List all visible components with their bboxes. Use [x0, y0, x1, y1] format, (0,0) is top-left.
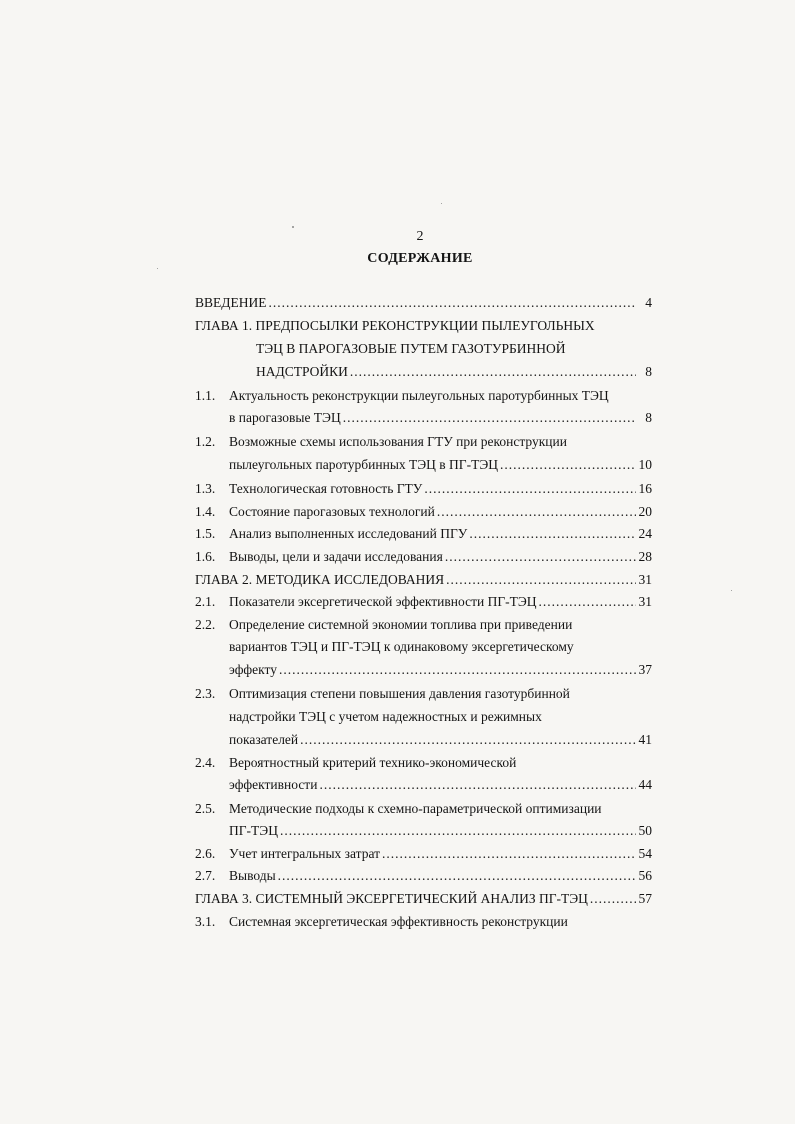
section-number: 2.6.: [195, 846, 216, 861]
entry-page: 8: [645, 410, 652, 425]
section-number: 2.3.: [195, 686, 216, 701]
entry-title: Состояние парогазовых технологий: [229, 504, 435, 519]
toc-entry-chapter-1[interactable]: [195, 316, 655, 336]
scan-speck: [441, 203, 442, 204]
leader-dots: [539, 592, 636, 612]
toc-entry-intro[interactable]: [195, 293, 652, 313]
toc-entry-chapter-1-cont: [256, 339, 656, 359]
entry-title: вариантов ТЭЦ и ПГ-ТЭЦ к одинаковому эксергетическому: [229, 639, 574, 654]
entry-title: Возможные схемы использования ГТУ при реконструкции: [229, 434, 567, 449]
section-number: 1.6.: [195, 549, 216, 564]
entry-title: Технологическая готовность ГТУ: [229, 481, 423, 496]
toc-entry-2-2-end[interactable]: [229, 660, 652, 680]
entry-page: 57: [638, 891, 652, 906]
leader-dots: [319, 775, 636, 795]
entry-title: надстройки ТЭЦ с учетом надежностных и режимных: [229, 709, 542, 724]
toc-entry-1-1[interactable]: [229, 386, 653, 406]
leader-dots: [445, 547, 636, 567]
section-number: 2.1.: [195, 594, 216, 609]
leader-dots: [500, 455, 636, 475]
leader-dots: [424, 479, 636, 499]
section-number: 1.5.: [195, 526, 216, 541]
toc-entry-chapter-3[interactable]: [195, 889, 652, 909]
entry-title: пылеугольных паротурбинных ТЭЦ в ПГ-ТЭЦ: [229, 457, 499, 472]
section-number: 1.2.: [195, 434, 216, 449]
entry-title: в парогазовые ТЭЦ: [229, 410, 341, 425]
entry-page: 31: [638, 594, 652, 609]
leader-dots: [343, 408, 636, 428]
section-number: 3.1.: [195, 914, 216, 929]
entry-title: Анализ выполненных исследований ПГУ: [229, 526, 468, 541]
toc-entry-1-3[interactable]: [229, 479, 652, 499]
entry-title: НАДСТРОЙКИ: [256, 364, 348, 379]
leader-dots: [300, 730, 636, 750]
entry-title: Вероятностный критерий технико-экономической: [229, 755, 517, 770]
entry-title: ПГ-ТЭЦ: [229, 823, 278, 838]
leader-dots: [279, 660, 636, 680]
entry-page: 4: [645, 295, 652, 310]
entry-title: эффективности: [229, 777, 318, 792]
toc-entry-2-3-end[interactable]: [229, 730, 652, 750]
leader-dots: [437, 502, 636, 522]
toc-entry-2-2[interactable]: [229, 615, 653, 635]
toc-entry-chapter-2[interactable]: [195, 570, 652, 590]
section-number: 2.2.: [195, 617, 216, 632]
entry-title: Актуальность реконструкции пылеугольных паротурбинных ТЭЦ: [229, 388, 609, 403]
entry-title: Показатели эксергетической эффективности ПГ-ТЭЦ: [229, 594, 537, 609]
entry-page: 56: [638, 868, 652, 883]
entry-page: 37: [638, 662, 652, 677]
entry-page: 28: [638, 549, 652, 564]
entry-title: Определение системной экономии топлива при приведении: [229, 617, 573, 632]
toc-entry-1-1-end[interactable]: [229, 408, 652, 428]
section-number: 1.4.: [195, 504, 216, 519]
entry-title: ВВЕДЕНИЕ: [195, 295, 267, 310]
toc-entry-3-1[interactable]: [229, 912, 653, 932]
toc-entry-2-7[interactable]: [229, 866, 652, 886]
scan-speck: [157, 268, 158, 269]
section-number: 1.3.: [195, 481, 216, 496]
toc-entry-2-5[interactable]: [229, 799, 653, 819]
page-number: 2: [416, 229, 424, 244]
scan-speck: [292, 226, 294, 228]
leader-dots: [469, 524, 636, 544]
toc-entry-2-6[interactable]: [229, 844, 652, 864]
entry-title: ТЭЦ В ПАРОГАЗОВЫЕ ПУТЕМ ГАЗОТУРБИННОЙ: [256, 341, 566, 356]
leader-dots: [278, 866, 636, 886]
section-number: 2.4.: [195, 755, 216, 770]
toc-entry-2-3-cont: [229, 707, 653, 727]
toc-entry-2-4[interactable]: [229, 753, 653, 773]
leader-dots: [280, 821, 636, 841]
entry-title: Методические подходы к схемно-параметрической оптимизации: [229, 801, 602, 816]
entry-page: 10: [638, 457, 652, 472]
entry-page: 41: [638, 732, 652, 747]
entry-title: ГЛАВА 3. СИСТЕМНЫЙ ЭКСЕРГЕТИЧЕСКИЙ АНАЛИЗ ПГ-ТЭЦ: [195, 891, 588, 906]
scan-speck: [731, 590, 732, 591]
entry-page: 8: [645, 364, 652, 379]
toc-entry-chapter-1-end[interactable]: [256, 362, 652, 382]
leader-dots: [446, 570, 636, 590]
entry-page: 54: [638, 846, 652, 861]
toc-entry-1-2-end[interactable]: [229, 455, 652, 475]
section-number: 1.1.: [195, 388, 216, 403]
section-number: 2.5.: [195, 801, 216, 816]
entry-page: 44: [638, 777, 652, 792]
entry-title: Выводы, цели и задачи исследования: [229, 549, 443, 564]
toc-entry-2-2-cont: [229, 637, 653, 657]
toc-entry-2-4-end[interactable]: [229, 775, 652, 795]
toc-entry-2-5-end[interactable]: [229, 821, 652, 841]
entry-page: 24: [638, 526, 652, 541]
entry-title: ГЛАВА 2. МЕТОДИКА ИССЛЕДОВАНИЯ: [195, 572, 445, 587]
leader-dots: [590, 889, 636, 909]
toc-entry-1-6[interactable]: [229, 547, 652, 567]
leader-dots: [350, 362, 636, 382]
toc-entry-2-3[interactable]: [229, 684, 653, 704]
toc-entry-1-5[interactable]: [229, 524, 652, 544]
entry-title: ГЛАВА 1. ПРЕДПОСЫЛКИ РЕКОНСТРУКЦИИ ПЫЛЕУГОЛЬНЫХ: [195, 318, 595, 333]
toc-entry-2-1[interactable]: [229, 592, 652, 612]
entry-title: Учет интегральных затрат: [229, 846, 380, 861]
entry-title: Оптимизация степени повышения давления газотурбинной: [229, 686, 570, 701]
entry-page: 16: [638, 481, 652, 496]
toc-title: СОДЕРЖАНИЕ: [367, 251, 473, 266]
leader-dots: [268, 293, 636, 313]
entry-title: Выводы: [229, 868, 276, 883]
entry-title: эффекту: [229, 662, 277, 677]
entry-title: показателей: [229, 732, 299, 747]
leader-dots: [382, 844, 636, 864]
toc-entry-1-4[interactable]: [229, 502, 652, 522]
section-number: 2.7.: [195, 868, 216, 883]
toc-entry-1-2[interactable]: [229, 432, 653, 452]
entry-page: 50: [638, 823, 652, 838]
entry-page: 20: [638, 504, 652, 519]
entry-title: Системная эксергетическая эффективность реконструкции: [229, 914, 568, 929]
entry-page: 31: [638, 572, 652, 587]
